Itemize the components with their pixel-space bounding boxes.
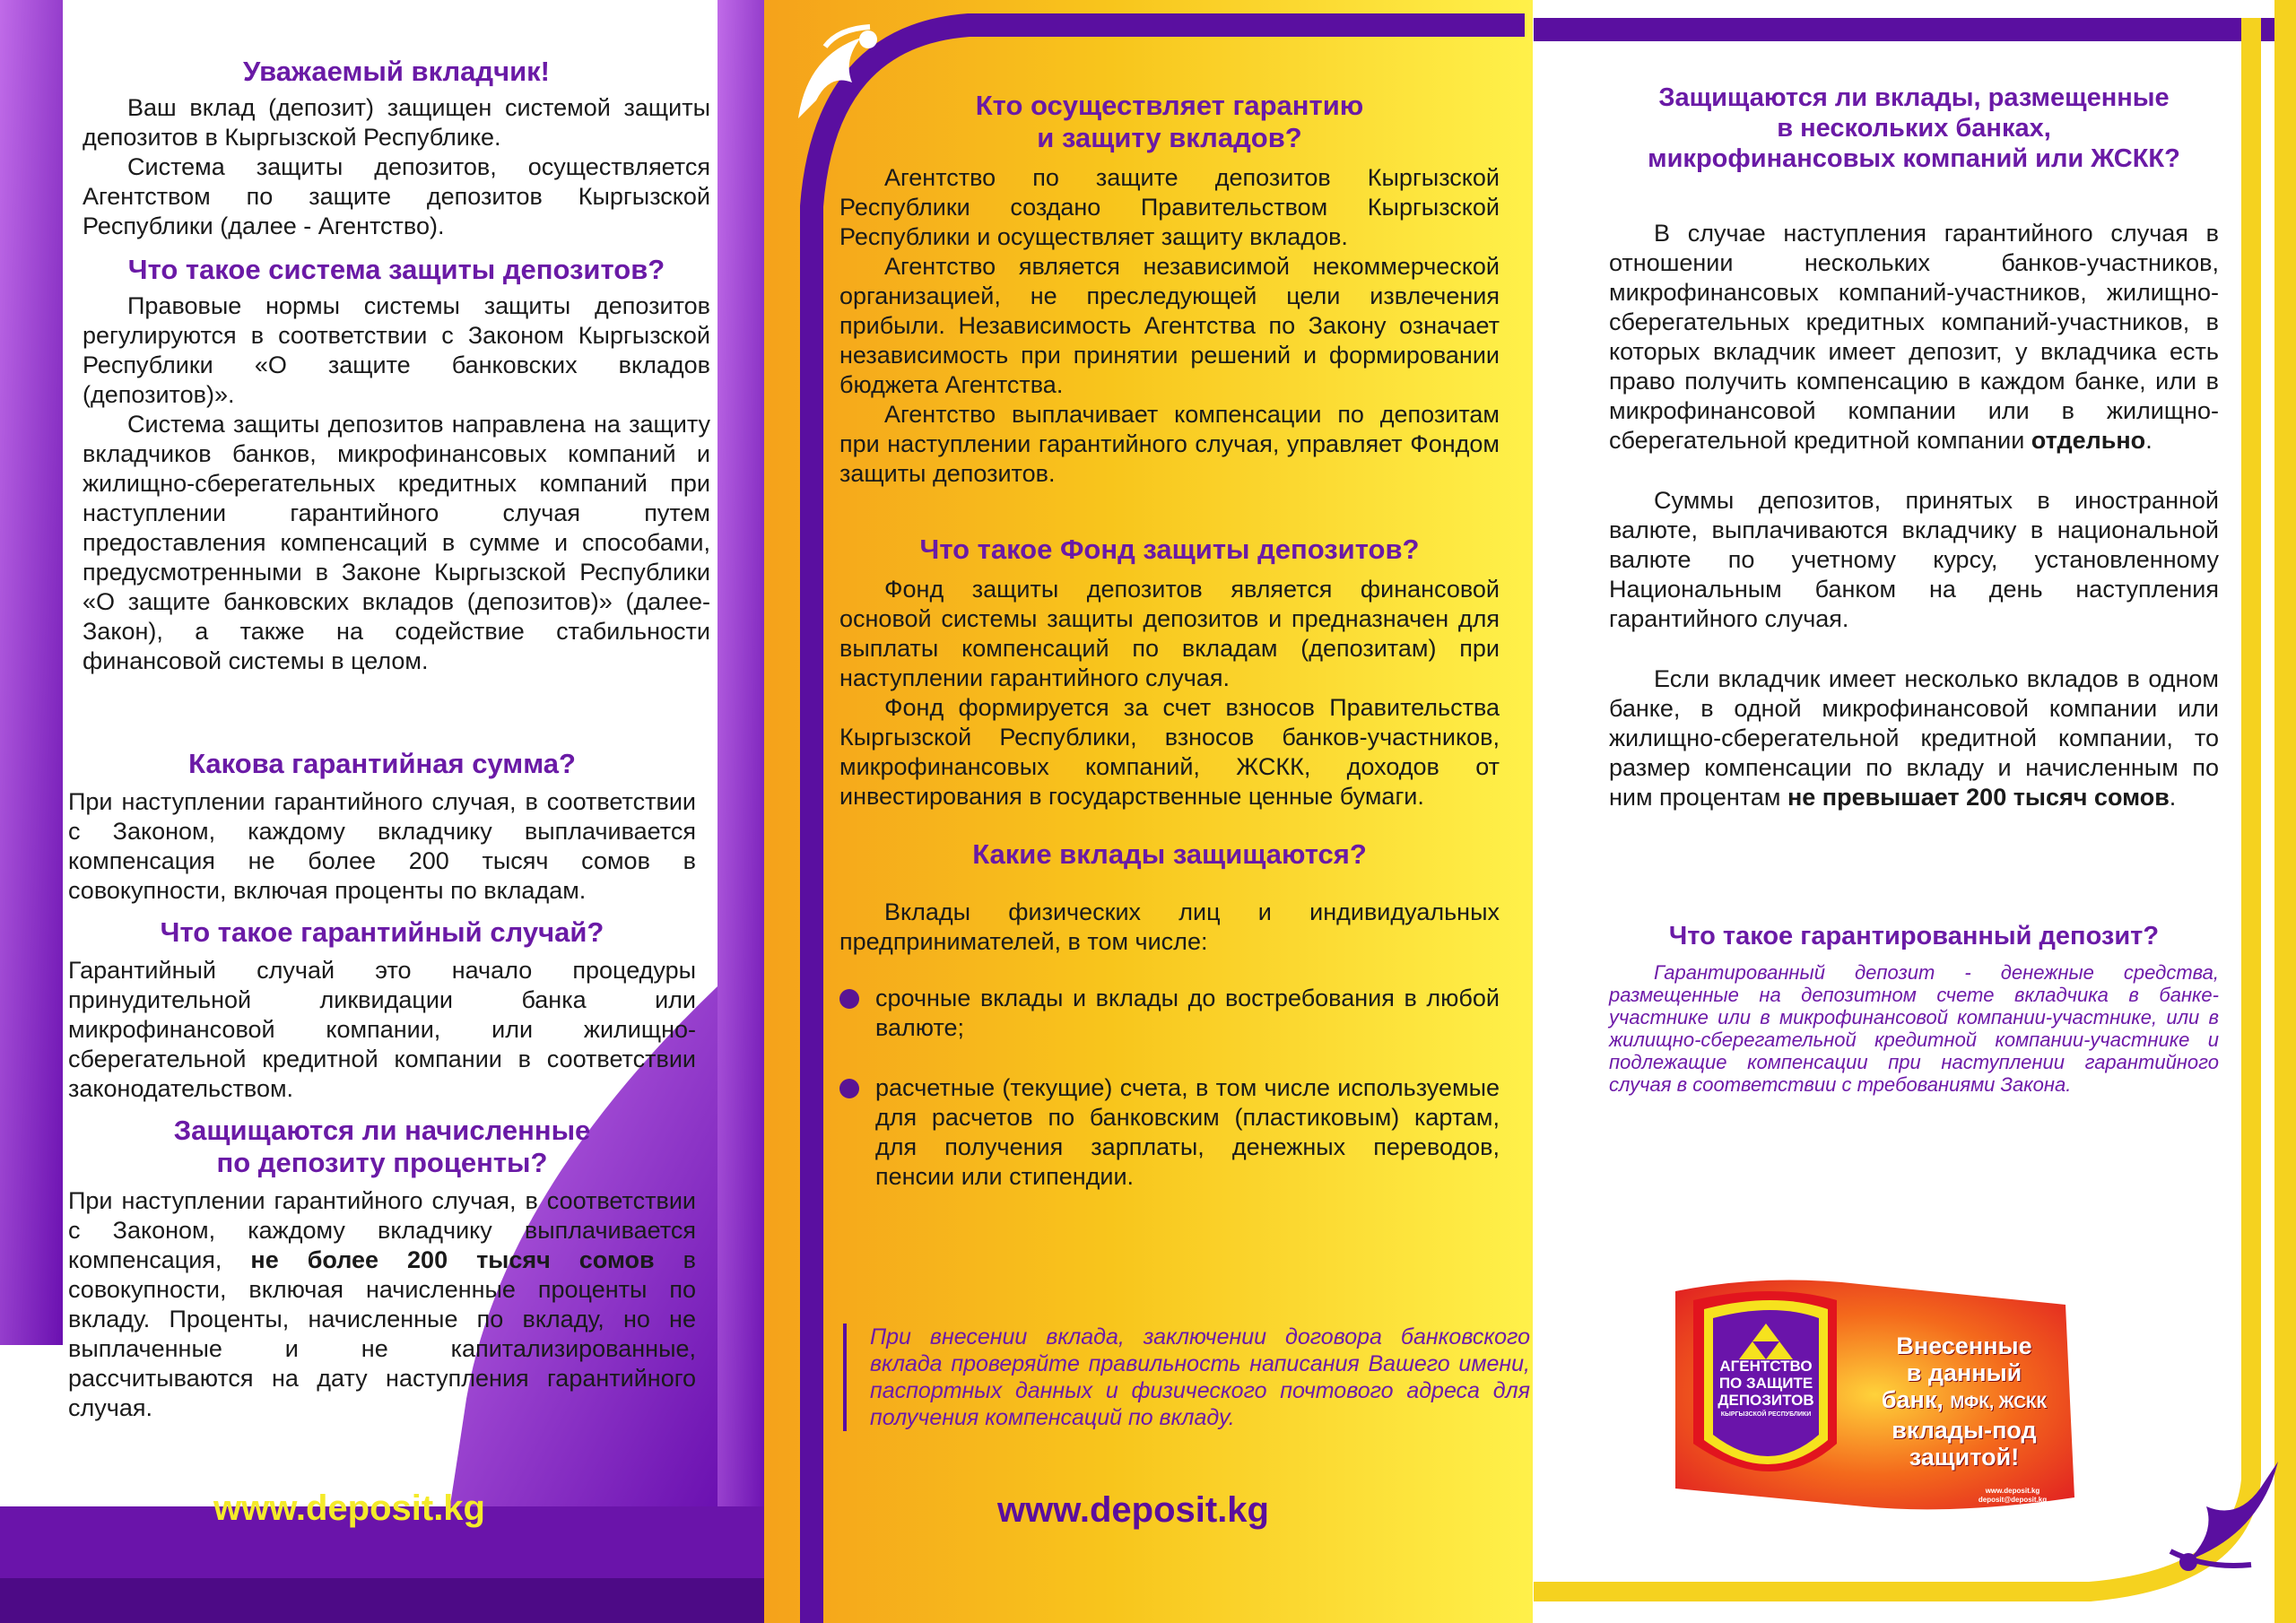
who-title: Кто осуществляет гарантию и защиту вкладов? — [975, 90, 1364, 153]
case-paragraph: Гарантийный случай это начало процедуры принудительной ликвидации банка или микрофинансовой компании, или жилищно-сберегательной кредитной компании в соответствии законодательством. — [68, 957, 696, 1102]
agency-line-3: ДЕПОЗИТОВ — [1718, 1392, 1814, 1409]
system-paragraph-1: Правовые нормы системы защиты депозитов регулируются в соответствии с Законом Кыргызской Республики «О защите банковских вкладов (депозитов)». — [83, 292, 710, 408]
sticker-email: deposit@deposit.kg — [1978, 1496, 2048, 1504]
fund-paragraph-2: Фонд формируется за счет взносов Правительства Кыргызской Республики, взносов банков-участников, микрофинансовых компаний, ЖСКК, доходов от инвестирования в государственные ценные бумаги. — [839, 694, 1500, 810]
bullet-item-1: срочные вклады и вклады до востребования в любой валюте; — [839, 984, 1500, 1043]
panel-1 — [83, 56, 710, 676]
multi-paragraph-2: Суммы депозитов, принятых в иностранной валюте, выплачиваются вкладчику в национальной валюте по учетному курсу, установленному Национальным банком на день наступления гарантийного случая. — [1609, 487, 2219, 632]
guaranteed-title: Что такое гарантированный депозит? — [1668, 922, 2160, 950]
slogan-line-4: вклады-под — [1892, 1417, 2037, 1444]
which-paragraph: Вклады физических лиц и индивидуальных предпринимателей, в том числе: — [839, 898, 1500, 955]
case-title: Что такое гарантийный случай? — [160, 916, 604, 948]
slogan-line-3a: банк, — [1881, 1386, 1951, 1413]
agency-country: КЫРГЫЗСКОЙ РЕСПУБЛИКИ — [1720, 1411, 1812, 1418]
system-title: Что такое система защиты депозитов? — [127, 254, 665, 285]
panel-2 — [839, 90, 1500, 1192]
panel-1-lower — [68, 748, 696, 1423]
greeting-paragraph-2: Система защиты депозитов, осуществляется Агентством по защите депозитов Кыргызской Республики (далее - Агентство). — [83, 153, 710, 239]
slogan-line-2: в данный — [1906, 1359, 2022, 1386]
agency-line-1: АГЕНТСТВО — [1719, 1358, 1813, 1375]
ornament-bottom-icon — [2152, 1453, 2287, 1578]
sum-paragraph: При наступлении гарантийного случая, в соответствии с Законом, каждому вкладчику выплачивается компенсация не более 200 тысяч сомов в совокупности, включая проценты по вкладам. — [68, 788, 696, 904]
interest-paragraph: При наступлении гарантийного случая, в соответствии с Законом, каждому вкладчику выплачивается компенсация, не более 200 тысяч сомов в совокупности, включая начисленные проценты по вкладу. Проценты, начисленные по вкладу, но не выплаченные и не капитализированные, рассчитываются на дату наступления гарантийного случая. — [68, 1187, 696, 1421]
greeting-paragraph-1: Ваш вклад (депозит) защищен системой защиты депозитов в Кыргызской Республике. — [83, 94, 710, 151]
bullet-dot-icon — [839, 1079, 859, 1098]
sum-title: Какова гарантийная сумма? — [188, 748, 576, 779]
slogan-line-5: защитой! — [1909, 1444, 2020, 1471]
sticker-site: www.deposit.kg — [1985, 1487, 2040, 1495]
multi-title: Защищаются ли вклады, размещенные в нескольких банках, микрофинансовых компаний или ЖСКК? — [1648, 83, 2180, 173]
bullet-dot-icon — [839, 989, 859, 1009]
note-text: При внесении вклада, заключении договора банковского вклада проверяйте правильность написания Вашего имени, паспортных данных и физического почтового адреса для получения компенсаций по вкладу. — [870, 1324, 1530, 1430]
slogan-line-1: Внесенные — [1896, 1332, 2032, 1359]
agency-line-2: ПО ЗАЩИТЕ — [1718, 1375, 1813, 1392]
bullet-item-2: расчетные (текущие) счета, в том числе используемые для расчетов по банковским (пластиковым) картам, для получения зарплаты, денежных переводов, пенсии или стипендии. — [839, 1073, 1500, 1192]
panel-3 — [1609, 82, 2219, 1096]
website-link-left[interactable]: www.deposit.kg — [213, 1488, 485, 1528]
guaranteed-paragraph: Гарантированный депозит - денежные средства, размещенные на депозитном счете вкладчика в банке-участнике или в микрофинансовой компании-участнике, или в жилищно-сберегательной кредитной компании-участнике и подлежащие компенсации при наступлении гарантийного случая в соответствии с требованиями Закона. — [1609, 961, 2219, 1096]
fund-paragraph-1: Фонд защиты депозитов является финансовой основой системы защиты депозитов и предназначен для выплаты компенсаций по вкладам (депозитам) при наступлении гарантийного случая. — [839, 576, 1500, 691]
note-box — [843, 1324, 1530, 1431]
fund-title: Что такое Фонд защиты депозитов? — [919, 534, 1420, 565]
greeting-title: Уважаемый вкладчик! — [243, 56, 550, 87]
multi-paragraph-3: Если вкладчик имеет несколько вкладов в одном банке, в одной микрофинансовой компании или жилищно-сберегательной кредитной компании, то размер компенсации по вкладу и начисленным по ним процентам не превышает 200 тысяч сомов. — [1609, 665, 2219, 811]
interest-title: Защищаются ли начисленные по депозиту проценты? — [173, 1115, 591, 1178]
slogan-line-3b: МФК, ЖСКК — [1950, 1393, 2048, 1412]
who-paragraph-3: Агентство выплачивает компенсации по депозитам при наступлении гарантийного случая, управляет Фондом защиты депозитов. — [839, 401, 1500, 487]
deposit-agency-sticker — [1657, 1264, 2079, 1515]
system-paragraph-2: Система защиты депозитов направлена на защиту вкладчиков банков, микрофинансовых компаний и жилищно-сберегательных кредитных компаний при наступлении гарантийного случая путем предоставления компенсаций в сумме и способами, предусмотренными в Законе Кыргызской Республики «О защите банковских вкладов (депозитов)» (далее-Закон), а также на содействие стабильности финансовой системы в целом. — [83, 411, 710, 674]
who-paragraph-2: Агентство является независимой некоммерческой организацией, не преследующей цели извлечения прибыли. Независимость Агентства по Закону означает независимость при принятии решений и формировании бюджета Агентства. — [839, 253, 1500, 398]
who-paragraph-1: Агентство по защите депозитов Кыргызской Республики создано Правительством Кыргызской Республики и осуществляет защиту вкладов. — [839, 164, 1500, 250]
website-link-middle[interactable]: www.deposit.kg — [997, 1490, 1269, 1530]
which-title: Какие вклады защищаются? — [972, 838, 1367, 870]
multi-paragraph-1: В случае наступления гарантийного случая в отношении нескольких банков-участников, микрофинансовых компаний-участников, жилищно-сберегательных кредитных компаний-участников, в которых вкладчик имеет депозит, у вкладчика есть право получить компенсацию в каждом банке, или в микрофинансовой компании или в жилищно-сберегательной кредитной компании отдельно. — [1609, 220, 2219, 454]
